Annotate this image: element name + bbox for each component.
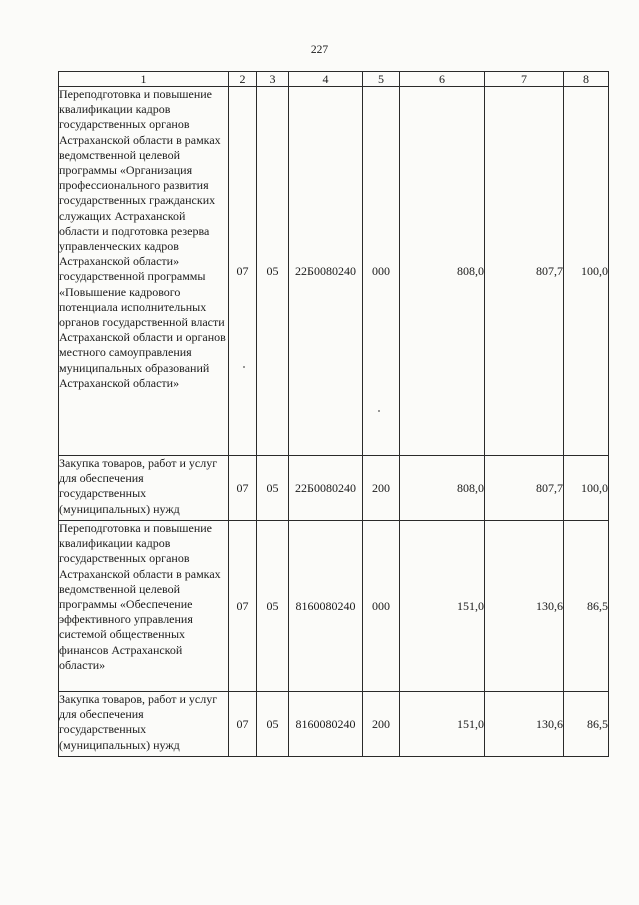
row-description: Закупка товаров, работ и услуг для обеспечения государственных (муниципальных) нужд <box>59 692 229 757</box>
row-description: Закупка товаров, работ и услуг для обеспечения государственных (муниципальных) нужд <box>59 456 229 521</box>
execution-percent: 100,0 <box>564 456 609 521</box>
target-article-code: 8160080240 <box>289 521 363 692</box>
column-header-4: 4 <box>289 72 363 87</box>
column-header-1: 1 <box>59 72 229 87</box>
header-row <box>59 72 609 87</box>
scan-speck <box>243 366 245 368</box>
expense-type-code: 200 <box>363 692 400 757</box>
section-code: 07 <box>229 87 257 456</box>
planned-amount: 151,0 <box>400 521 485 692</box>
section-code: 07 <box>229 692 257 757</box>
target-article-code: 22Б0080240 <box>289 87 363 456</box>
table-row <box>59 456 609 521</box>
subsection-code: 05 <box>257 87 289 456</box>
actual-amount: 807,7 <box>485 87 564 456</box>
target-article-code: 8160080240 <box>289 692 363 757</box>
expense-type-code: 200 <box>363 456 400 521</box>
column-header-2: 2 <box>229 72 257 87</box>
expense-type-code: 000 <box>363 521 400 692</box>
target-article-code: 22Б0080240 <box>289 456 363 521</box>
subsection-code: 05 <box>257 521 289 692</box>
planned-amount: 151,0 <box>400 692 485 757</box>
table-row <box>59 521 609 692</box>
table-row <box>59 87 609 456</box>
column-header-7: 7 <box>485 72 564 87</box>
section-code: 07 <box>229 456 257 521</box>
scan-speck <box>378 410 380 412</box>
page-number: 227 <box>310 44 329 56</box>
column-header-3: 3 <box>257 72 289 87</box>
budget-table <box>58 71 609 757</box>
planned-amount: 808,0 <box>400 87 485 456</box>
column-header-6: 6 <box>400 72 485 87</box>
subsection-code: 05 <box>257 692 289 757</box>
planned-amount: 808,0 <box>400 456 485 521</box>
execution-percent: 100,0 <box>564 87 609 456</box>
row-description: Переподготовка и повышение квалификации кадров государственных органов Астраханской области в рамках ведомственной целевой программы «Обеспечение эффективного управления системой общественных финансов Астраханской области» <box>59 521 229 692</box>
section-code: 07 <box>229 521 257 692</box>
actual-amount: 130,6 <box>485 692 564 757</box>
actual-amount: 130,6 <box>485 521 564 692</box>
column-header-8: 8 <box>564 72 609 87</box>
expense-type-code: 000 <box>363 87 400 456</box>
execution-percent: 86,5 <box>564 692 609 757</box>
row-description: Переподготовка и повышение квалификации кадров государственных органов Астраханской области в рамках ведомственной целевой программы «Организация профессионального развития государственных гражданских служащих Астраханской области и подготовка резерва управленческих кадров Астраханской области» государственной программы «Повышение кадрового потенциала исполнительных органов государственной власти Астраханской области и органов местного самоуправления муниципальных образований Астраханской области» <box>59 87 229 456</box>
actual-amount: 807,7 <box>485 456 564 521</box>
table-row <box>59 692 609 757</box>
column-header-5: 5 <box>363 72 400 87</box>
execution-percent: 86,5 <box>564 521 609 692</box>
subsection-code: 05 <box>257 456 289 521</box>
